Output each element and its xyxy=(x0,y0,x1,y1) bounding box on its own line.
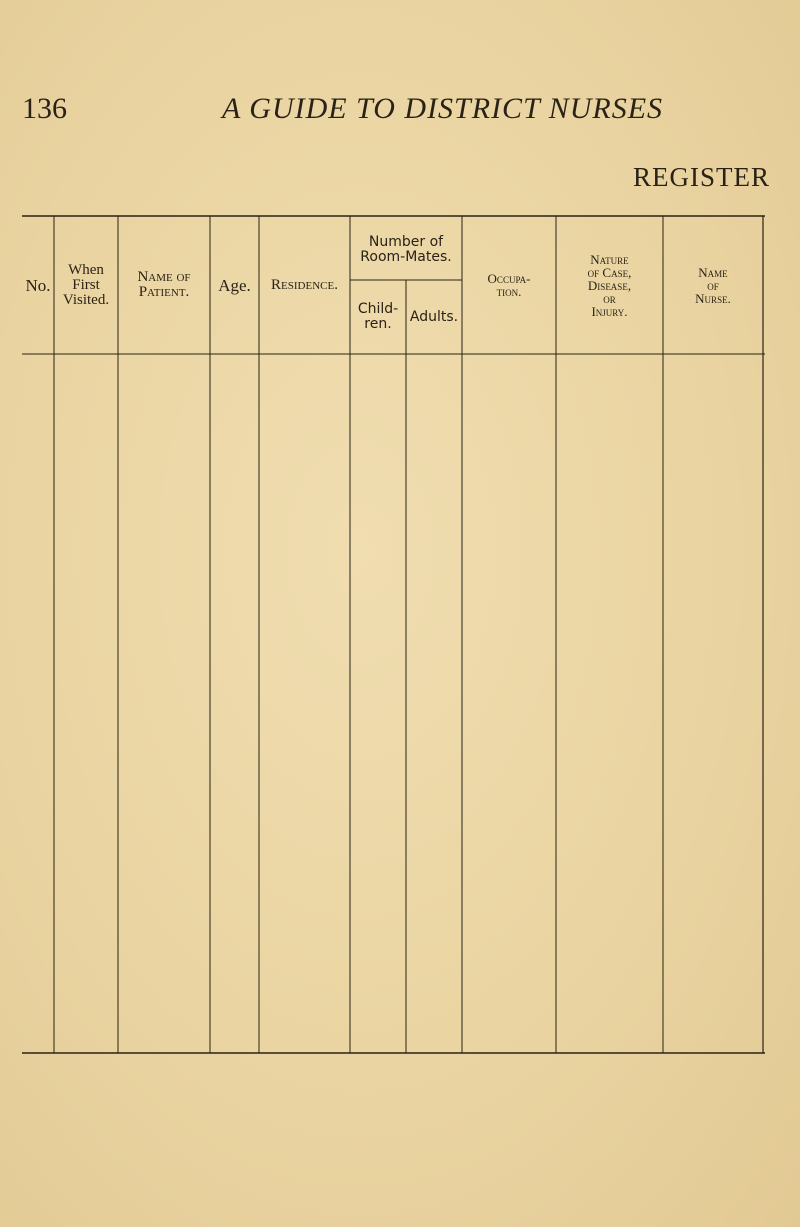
col-header-nurse-line2: of xyxy=(707,277,719,293)
col-header-occupation xyxy=(462,216,556,354)
col-header-no xyxy=(22,216,54,354)
col-header-children-line1: Child- xyxy=(357,301,399,317)
register-title: REGISTER xyxy=(632,162,770,192)
col-header-nurse-line1: Name xyxy=(698,264,728,280)
col-header-patient-line2: Patient. xyxy=(138,284,190,300)
col-header-room-mates-line1: Number of xyxy=(368,234,444,250)
col-header-nature-line5: Injury. xyxy=(591,303,628,319)
col-header-age xyxy=(210,216,259,354)
col-header-nature-line3: Disease, xyxy=(587,277,632,293)
col-header-residence-label: Residence. xyxy=(271,276,338,293)
col-header-when-first-visited xyxy=(54,216,118,354)
col-header-name-of-nurse xyxy=(663,216,763,354)
col-header-when-line3: Visited. xyxy=(62,291,110,308)
col-header-nature-line4: or xyxy=(603,290,616,306)
col-header-residence xyxy=(259,216,350,354)
col-header-occupation-line1: Occupa- xyxy=(487,271,531,286)
col-header-occupation-line2: tion. xyxy=(496,284,522,299)
col-header-nature-line2: of Case, xyxy=(587,264,632,280)
col-header-when-line1: When xyxy=(68,261,104,278)
col-header-room-mates-line2: Room-Mates. xyxy=(360,249,452,265)
col-header-age-label: Age. xyxy=(218,275,251,295)
col-header-no-label: No. xyxy=(25,275,51,295)
book-title: A GUIDE TO DISTRICT NURSES xyxy=(222,92,664,125)
col-header-children-line2: ren. xyxy=(364,316,392,332)
col-header-when-line2: First xyxy=(72,276,100,293)
col-header-adults-label: Adults. xyxy=(409,308,459,325)
col-header-patient-line1: Name of xyxy=(137,269,191,285)
col-header-room-mates xyxy=(350,222,462,278)
col-header-adults xyxy=(406,280,462,354)
page-number: 136 xyxy=(22,92,67,125)
col-header-nature-line1: Nature xyxy=(590,251,629,267)
col-header-children xyxy=(350,280,406,354)
col-header-nurse-line3: Nurse. xyxy=(695,290,731,306)
col-header-name-of-patient xyxy=(118,216,210,354)
col-header-nature-of-case xyxy=(556,216,663,354)
